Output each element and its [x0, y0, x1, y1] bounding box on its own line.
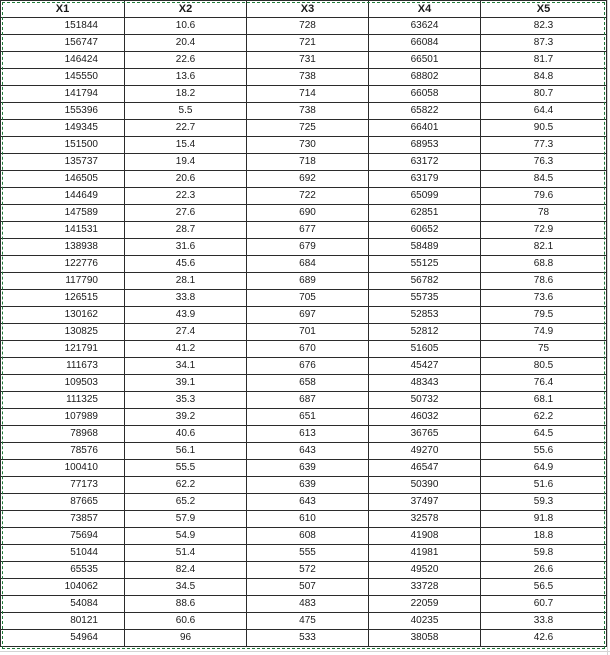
- table-cell-x4[interactable]: 41981: [369, 545, 481, 562]
- table-cell-x1[interactable]: 146505: [1, 171, 125, 188]
- sheet-gridline: [0, 651, 610, 652]
- table-cell-x1[interactable]: 155396: [1, 103, 125, 120]
- table-body: [1, 18, 607, 647]
- table-cell-x2[interactable]: 60.6: [125, 613, 247, 630]
- table-cell-x1[interactable]: 51044: [1, 545, 125, 562]
- table-cell-x3[interactable]: 483: [247, 596, 369, 613]
- table-cell-x5[interactable]: 60.7: [481, 596, 607, 613]
- table-cell-x4[interactable]: 66501: [369, 52, 481, 69]
- table-row: [1, 460, 607, 477]
- table-cell-x5[interactable]: 91.8: [481, 511, 607, 528]
- table-cell-x1[interactable]: 144649: [1, 188, 125, 205]
- table-cell-x4[interactable]: 51605: [369, 341, 481, 358]
- table-cell-x5[interactable]: 64.9: [481, 460, 607, 477]
- table-cell-x5[interactable]: 72.9: [481, 222, 607, 239]
- table-row: [1, 392, 607, 409]
- table-cell-x1[interactable]: 87665: [1, 494, 125, 511]
- table-cell-x1[interactable]: 117790: [1, 273, 125, 290]
- table-cell-x1[interactable]: 145550: [1, 69, 125, 86]
- table-header: [1, 1, 607, 18]
- table-cell-x4[interactable]: 65822: [369, 103, 481, 120]
- table-cell-x3[interactable]: 658: [247, 375, 369, 392]
- table-cell-x3[interactable]: 718: [247, 154, 369, 171]
- table-cell-x3[interactable]: 475: [247, 613, 369, 630]
- table-cell-x2[interactable]: 27.6: [125, 205, 247, 222]
- table-cell-x5[interactable]: 68.8: [481, 256, 607, 273]
- table-row: [1, 358, 607, 375]
- table-cell-x2[interactable]: 33.8: [125, 290, 247, 307]
- table-cell-x4[interactable]: 55735: [369, 290, 481, 307]
- table-cell-x3[interactable]: 730: [247, 137, 369, 154]
- table-cell-x1[interactable]: 111673: [1, 358, 125, 375]
- table-cell-x1[interactable]: 138938: [1, 239, 125, 256]
- table-cell-x2[interactable]: 28.1: [125, 273, 247, 290]
- table-cell-x5[interactable]: 87.3: [481, 35, 607, 52]
- table-cell-x1[interactable]: 111325: [1, 392, 125, 409]
- table-row: [1, 35, 607, 52]
- table-cell-x4[interactable]: 22059: [369, 596, 481, 613]
- table-cell-x3[interactable]: 608: [247, 528, 369, 545]
- table-cell-x2[interactable]: 13.6: [125, 69, 247, 86]
- table-cell-x4[interactable]: 63172: [369, 154, 481, 171]
- table-cell-x2[interactable]: 19.4: [125, 154, 247, 171]
- table-cell-x1[interactable]: 100410: [1, 460, 125, 477]
- table-cell-x5[interactable]: 80.5: [481, 358, 607, 375]
- table-cell-x3[interactable]: 507: [247, 579, 369, 596]
- table-cell-x5[interactable]: 81.7: [481, 52, 607, 69]
- table-cell-x5[interactable]: 84.8: [481, 69, 607, 86]
- table-cell-x4[interactable]: 45427: [369, 358, 481, 375]
- table-cell-x3[interactable]: 670: [247, 341, 369, 358]
- table-cell-x1[interactable]: 149345: [1, 120, 125, 137]
- table-cell-x2[interactable]: 15.4: [125, 137, 247, 154]
- table-cell-x1[interactable]: 135737: [1, 154, 125, 171]
- table-cell-x2[interactable]: 34.5: [125, 579, 247, 596]
- table-cell-x2[interactable]: 43.9: [125, 307, 247, 324]
- table-row: [1, 630, 607, 647]
- table-cell-x4[interactable]: 36765: [369, 426, 481, 443]
- table-cell-x4[interactable]: 33728: [369, 579, 481, 596]
- table-cell-x3[interactable]: 643: [247, 494, 369, 511]
- table-cell-x4[interactable]: 66058: [369, 86, 481, 103]
- table-cell-x3[interactable]: 677: [247, 222, 369, 239]
- table-cell-x2[interactable]: 27.4: [125, 324, 247, 341]
- table-cell-x2[interactable]: 45.6: [125, 256, 247, 273]
- table-cell-x4[interactable]: 49520: [369, 562, 481, 579]
- table-cell-x2[interactable]: 41.2: [125, 341, 247, 358]
- table-cell-x1[interactable]: 141794: [1, 86, 125, 103]
- table-cell-x2[interactable]: 22.7: [125, 120, 247, 137]
- table-cell-x5[interactable]: 56.5: [481, 579, 607, 596]
- table-cell-x1[interactable]: 80121: [1, 613, 125, 630]
- table-cell-x3[interactable]: 722: [247, 188, 369, 205]
- table-cell-x3[interactable]: 697: [247, 307, 369, 324]
- table-row: [1, 511, 607, 528]
- table-cell-x1[interactable]: 130825: [1, 324, 125, 341]
- table-row: [1, 426, 607, 443]
- table-cell-x1[interactable]: 151844: [1, 18, 125, 35]
- table-cell-x1[interactable]: 130162: [1, 307, 125, 324]
- table-cell-x2[interactable]: 40.6: [125, 426, 247, 443]
- table-cell-x3[interactable]: 738: [247, 103, 369, 120]
- table-cell-x4[interactable]: 32578: [369, 511, 481, 528]
- table-cell-x3[interactable]: 690: [247, 205, 369, 222]
- table-cell-x2[interactable]: 51.4: [125, 545, 247, 562]
- table-cell-x5[interactable]: 68.1: [481, 392, 607, 409]
- table-row: [1, 409, 607, 426]
- table-cell-x4[interactable]: 38058: [369, 630, 481, 647]
- table-row: [1, 154, 607, 171]
- table-cell-x2[interactable]: 39.1: [125, 375, 247, 392]
- table-cell-x4[interactable]: 52853: [369, 307, 481, 324]
- table-cell-x4[interactable]: 65099: [369, 188, 481, 205]
- table-cell-x5[interactable]: 55.6: [481, 443, 607, 460]
- table-cell-x4[interactable]: 55125: [369, 256, 481, 273]
- table-row: [1, 443, 607, 460]
- table-row: [1, 222, 607, 239]
- column-header-x1[interactable]: X1: [1, 1, 125, 18]
- table-cell-x4[interactable]: 63624: [369, 18, 481, 35]
- table-row: [1, 103, 607, 120]
- table-cell-x5[interactable]: 59.8: [481, 545, 607, 562]
- table-cell-x3[interactable]: 692: [247, 171, 369, 188]
- table-cell-x1[interactable]: 121791: [1, 341, 125, 358]
- table-cell-x5[interactable]: 78: [481, 205, 607, 222]
- table-cell-x3[interactable]: 676: [247, 358, 369, 375]
- table-row: [1, 562, 607, 579]
- table-cell-x1[interactable]: 104062: [1, 579, 125, 596]
- table-cell-x1[interactable]: 65535: [1, 562, 125, 579]
- table-cell-x5[interactable]: 75: [481, 341, 607, 358]
- column-header-x4[interactable]: X4: [369, 1, 481, 18]
- table-cell-x1[interactable]: 151500: [1, 137, 125, 154]
- table-cell-x2[interactable]: 20.6: [125, 171, 247, 188]
- table-row: [1, 290, 607, 307]
- table-row: [1, 596, 607, 613]
- table-row: [1, 528, 607, 545]
- table-cell-x3[interactable]: 651: [247, 409, 369, 426]
- table-cell-x2[interactable]: 22.6: [125, 52, 247, 69]
- table-cell-x5[interactable]: 79.5: [481, 307, 607, 324]
- table-cell-x3[interactable]: 639: [247, 477, 369, 494]
- table-cell-x4[interactable]: 56782: [369, 273, 481, 290]
- table-cell-x5[interactable]: 79.6: [481, 188, 607, 205]
- table-cell-x2[interactable]: 88.6: [125, 596, 247, 613]
- table-cell-x2[interactable]: 22.3: [125, 188, 247, 205]
- table-cell-x3[interactable]: 728: [247, 18, 369, 35]
- table-cell-x1[interactable]: 126515: [1, 290, 125, 307]
- table-row: [1, 579, 607, 596]
- table-cell-x3[interactable]: 731: [247, 52, 369, 69]
- table-cell-x5[interactable]: 64.4: [481, 103, 607, 120]
- table-cell-x1[interactable]: 109503: [1, 375, 125, 392]
- table-cell-x3[interactable]: 721: [247, 35, 369, 52]
- table-cell-x2[interactable]: 18.2: [125, 86, 247, 103]
- table-cell-x4[interactable]: 48343: [369, 375, 481, 392]
- table-cell-x4[interactable]: 68953: [369, 137, 481, 154]
- table-row: [1, 375, 607, 392]
- table-cell-x4[interactable]: 66401: [369, 120, 481, 137]
- table-cell-x5[interactable]: 84.5: [481, 171, 607, 188]
- table-cell-x1[interactable]: 78576: [1, 443, 125, 460]
- table-cell-x5[interactable]: 82.3: [481, 18, 607, 35]
- table-cell-x2[interactable]: 34.1: [125, 358, 247, 375]
- table-cell-x3[interactable]: 639: [247, 460, 369, 477]
- table-cell-x3[interactable]: 684: [247, 256, 369, 273]
- table-cell-x3[interactable]: 610: [247, 511, 369, 528]
- table-cell-x2[interactable]: 62.2: [125, 477, 247, 494]
- table-cell-x4[interactable]: 62851: [369, 205, 481, 222]
- table-row: [1, 613, 607, 630]
- table-cell-x4[interactable]: 46032: [369, 409, 481, 426]
- table-cell-x5[interactable]: 76.4: [481, 375, 607, 392]
- table-cell-x4[interactable]: 50732: [369, 392, 481, 409]
- table-cell-x5[interactable]: 59.3: [481, 494, 607, 511]
- table-cell-x5[interactable]: 76.3: [481, 154, 607, 171]
- table-cell-x4[interactable]: 58489: [369, 239, 481, 256]
- table-cell-x4[interactable]: 41908: [369, 528, 481, 545]
- table-cell-x5[interactable]: 18.8: [481, 528, 607, 545]
- table-row: [1, 120, 607, 137]
- table-cell-x1[interactable]: 147589: [1, 205, 125, 222]
- table-cell-x2[interactable]: 82.4: [125, 562, 247, 579]
- sheet-gridline-vertical: [607, 0, 608, 655]
- table-row: [1, 86, 607, 103]
- table-cell-x3[interactable]: 613: [247, 426, 369, 443]
- table-cell-x4[interactable]: 49270: [369, 443, 481, 460]
- table-cell-x5[interactable]: 74.9: [481, 324, 607, 341]
- table-row: [1, 256, 607, 273]
- table-row: [1, 545, 607, 562]
- table-cell-x1[interactable]: 156747: [1, 35, 125, 52]
- table-cell-x2[interactable]: 55.5: [125, 460, 247, 477]
- table-cell-x5[interactable]: 42.6: [481, 630, 607, 647]
- table-cell-x5[interactable]: 80.7: [481, 86, 607, 103]
- table-row: [1, 69, 607, 86]
- table-cell-x2[interactable]: 56.1: [125, 443, 247, 460]
- table-row: [1, 188, 607, 205]
- table-row: [1, 494, 607, 511]
- table-cell-x3[interactable]: 701: [247, 324, 369, 341]
- header-row: [1, 1, 607, 18]
- table-cell-x1[interactable]: 54084: [1, 596, 125, 613]
- table-cell-x4[interactable]: 52812: [369, 324, 481, 341]
- column-header-x2[interactable]: X2: [125, 1, 247, 18]
- table-row: [1, 307, 607, 324]
- table-cell-x5[interactable]: 51.6: [481, 477, 607, 494]
- table-cell-x4[interactable]: 40235: [369, 613, 481, 630]
- table-cell-x5[interactable]: 78.6: [481, 273, 607, 290]
- column-header-x3[interactable]: X3: [247, 1, 369, 18]
- table-cell-x1[interactable]: 141531: [1, 222, 125, 239]
- table-cell-x4[interactable]: 63179: [369, 171, 481, 188]
- table-cell-x2[interactable]: 35.3: [125, 392, 247, 409]
- table-row: [1, 239, 607, 256]
- table-cell-x5[interactable]: 33.8: [481, 613, 607, 630]
- table-cell-x5[interactable]: 26.6: [481, 562, 607, 579]
- table-cell-x2[interactable]: 57.9: [125, 511, 247, 528]
- table-cell-x3[interactable]: 705: [247, 290, 369, 307]
- table-cell-x4[interactable]: 68802: [369, 69, 481, 86]
- table-cell-x4[interactable]: 50390: [369, 477, 481, 494]
- table-cell-x2[interactable]: 10.6: [125, 18, 247, 35]
- table-cell-x2[interactable]: 65.2: [125, 494, 247, 511]
- table-cell-x5[interactable]: 77.3: [481, 137, 607, 154]
- table-cell-x2[interactable]: 31.6: [125, 239, 247, 256]
- table-cell-x2[interactable]: 39.2: [125, 409, 247, 426]
- table-cell-x3[interactable]: 555: [247, 545, 369, 562]
- table-cell-x4[interactable]: 46547: [369, 460, 481, 477]
- table-row: [1, 341, 607, 358]
- table-cell-x5[interactable]: 90.5: [481, 120, 607, 137]
- table-cell-x1[interactable]: 77173: [1, 477, 125, 494]
- table-cell-x5[interactable]: 62.2: [481, 409, 607, 426]
- table-row: [1, 205, 607, 222]
- table-cell-x3[interactable]: 725: [247, 120, 369, 137]
- table-cell-x4[interactable]: 37497: [369, 494, 481, 511]
- table-cell-x2[interactable]: 96: [125, 630, 247, 647]
- table-row: [1, 477, 607, 494]
- table-cell-x1[interactable]: 73857: [1, 511, 125, 528]
- table-cell-x3[interactable]: 714: [247, 86, 369, 103]
- table-row: [1, 273, 607, 290]
- table-cell-x4[interactable]: 60652: [369, 222, 481, 239]
- table-cell-x3[interactable]: 572: [247, 562, 369, 579]
- table-cell-x1[interactable]: 75694: [1, 528, 125, 545]
- table-row: [1, 324, 607, 341]
- table-cell-x5[interactable]: 82.1: [481, 239, 607, 256]
- table-cell-x1[interactable]: 54964: [1, 630, 125, 647]
- table-cell-x4[interactable]: 66084: [369, 35, 481, 52]
- table-cell-x5[interactable]: 64.5: [481, 426, 607, 443]
- table-cell-x2[interactable]: 5.5: [125, 103, 247, 120]
- table-cell-x2[interactable]: 20.4: [125, 35, 247, 52]
- table-row: [1, 52, 607, 69]
- table-cell-x3[interactable]: 643: [247, 443, 369, 460]
- table-cell-x5[interactable]: 73.6: [481, 290, 607, 307]
- table-cell-x3[interactable]: 687: [247, 392, 369, 409]
- table-cell-x3[interactable]: 679: [247, 239, 369, 256]
- table-cell-x3[interactable]: 738: [247, 69, 369, 86]
- table-row: [1, 137, 607, 154]
- table-cell-x1[interactable]: 146424: [1, 52, 125, 69]
- table-cell-x3[interactable]: 533: [247, 630, 369, 647]
- table-cell-x2[interactable]: 28.7: [125, 222, 247, 239]
- column-header-x5[interactable]: X5: [481, 1, 607, 18]
- table-row: [1, 171, 607, 188]
- table-cell-x1[interactable]: 107989: [1, 409, 125, 426]
- table-cell-x2[interactable]: 54.9: [125, 528, 247, 545]
- table-cell-x3[interactable]: 689: [247, 273, 369, 290]
- table-row: [1, 18, 607, 35]
- table-cell-x1[interactable]: 78968: [1, 426, 125, 443]
- table-cell-x1[interactable]: 122776: [1, 256, 125, 273]
